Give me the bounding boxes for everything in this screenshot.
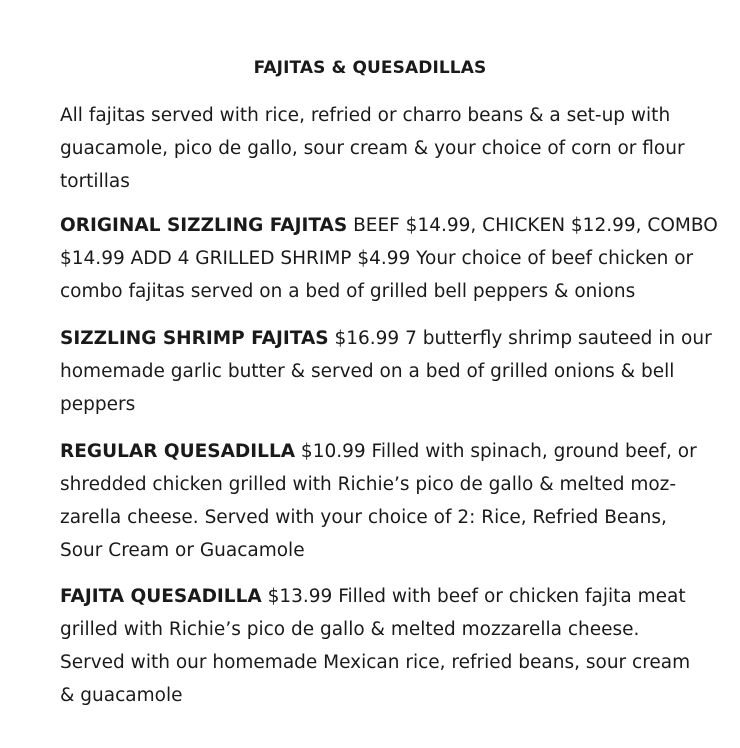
item-price-desc: BEEF $14.99, CHICKEN $12.99, COMBO <box>347 215 718 236</box>
item-desc-line: Served with our homemade Mexican rice, refried beans, sour cream <box>60 652 691 673</box>
intro-line: guacamole, pico de gallo, sour cream & your choice of corn or flour <box>60 138 685 159</box>
intro-line: All fajitas served with rice, refried or charro beans & a set-up with <box>60 105 671 126</box>
item-price-desc: $13.99 Filled with beef or chicken fajita meat <box>261 586 686 607</box>
intro-paragraph <box>60 99 700 198</box>
item-desc-line: homemade garlic butter & served on a bed of grilled onions & bell <box>60 361 675 382</box>
item-price-desc: $16.99 7 butterfly shrimp sauteed in our <box>328 328 712 349</box>
item-name: SIZZLING SHRIMP FAJITAS <box>60 328 329 349</box>
item-name: ORIGINAL SIZZLING FAJITAS <box>60 215 348 236</box>
item-desc-line: Sour Cream or Guacamole <box>60 540 305 561</box>
item-first-line <box>60 580 700 613</box>
item-desc-line: peppers <box>60 394 136 415</box>
intro-line: tortillas <box>60 171 130 192</box>
menu-item-regular-quesadilla <box>60 435 700 567</box>
item-desc-line: & guacamole <box>60 685 183 706</box>
item-name: FAJITA QUESADILLA <box>60 586 262 607</box>
item-desc-line: $14.99 ADD 4 GRILLED SHRIMP $4.99 Your choice of beef chicken or <box>60 248 694 269</box>
item-first-line <box>60 322 712 355</box>
item-name: REGULAR QUESADILLA <box>60 441 296 462</box>
item-desc-line: zarella cheese. Served with your choice of 2: Rice, Refried Beans, <box>60 507 667 528</box>
item-desc-line: combo fajitas served on a bed of grilled bell peppers & onions <box>60 281 636 302</box>
menu-item-sizzling-shrimp-fajitas <box>60 322 712 421</box>
menu-item-fajita-quesadilla <box>60 580 700 712</box>
menu-item-original-sizzling-fajitas <box>60 209 718 308</box>
item-first-line <box>60 435 700 468</box>
item-price-desc: $10.99 Filled with spinach, ground beef, or <box>295 441 697 462</box>
item-desc-line: grilled with Richie’s pico de gallo & melted mozzarella cheese. <box>60 619 640 640</box>
item-desc-line: shredded chicken grilled with Richie’s pico de gallo & melted moz- <box>60 474 677 495</box>
menu-section-title: FAJITAS & QUESADILLAS <box>253 58 487 78</box>
item-first-line <box>60 209 718 242</box>
